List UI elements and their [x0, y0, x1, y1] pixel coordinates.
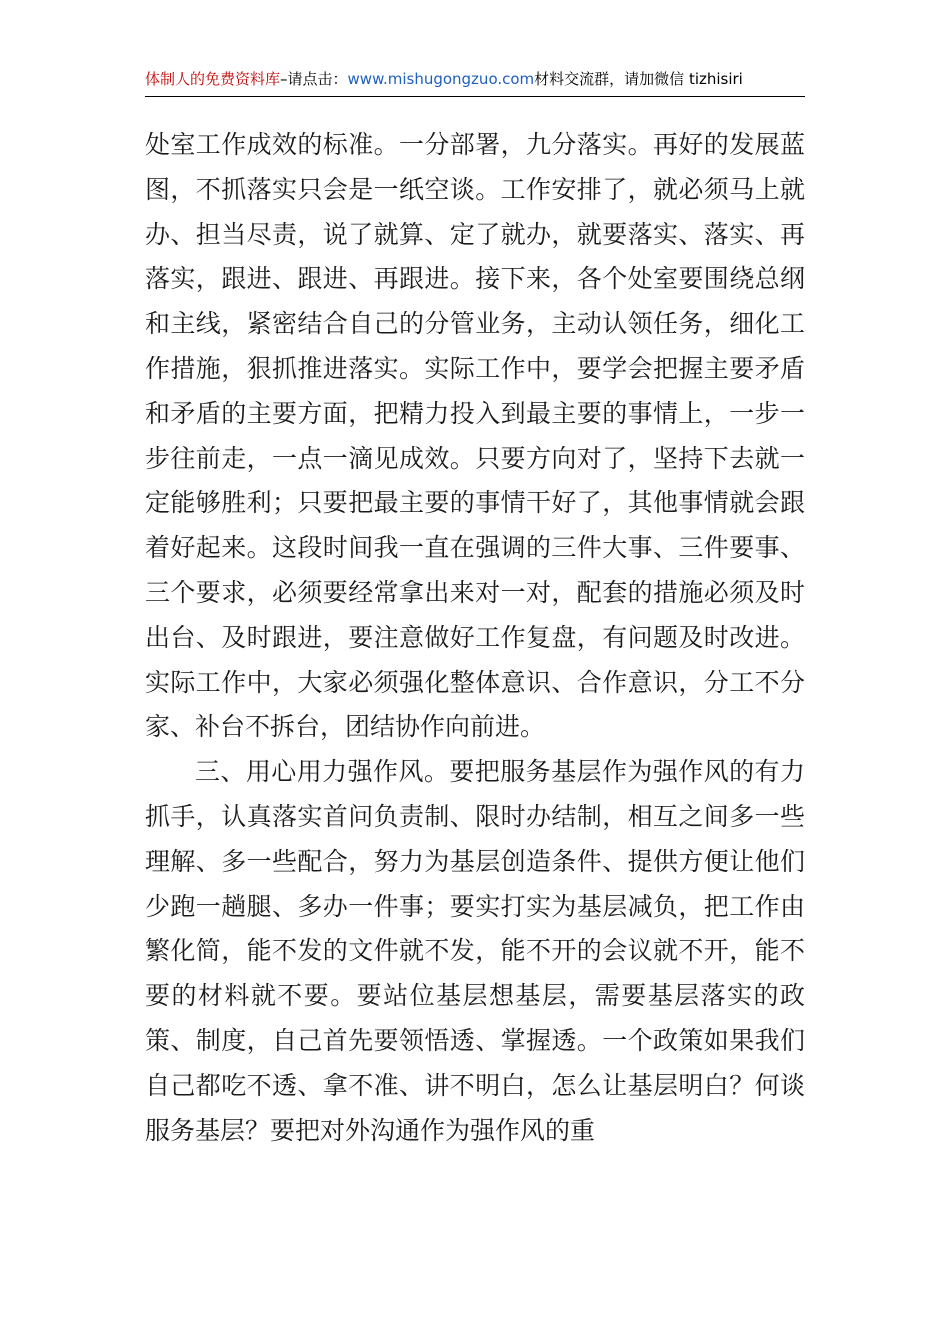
- header-contact: 材料交流群，请加微信 tizhisiri: [534, 70, 743, 88]
- header-brand: 体制人的免费资料库: [145, 70, 281, 88]
- paragraph-continuation: 处室工作成效的标准。一分部署，九分落实。再好的发展蓝图，不抓落实只会是一纸空谈。工作安排了，就必须马上就办、担当尽责，说了就算、定了就办，就要落实、落实、再落实，跟进、跟进、再跟进。接下来，各个处室要围绕总纲和主线，紧密结合自己的分管业务，主动认领任务，细化工作措施，狠抓推进落实。实际工作中，要学会把握主要矛盾和矛盾的主要方面，把精力投入到最主要的事情上，一步一步往前走，一点一滴见成效。只要方向对了，坚持下去就一定能够胜利；只要把最主要的事情干好了，其他事情就会跟着好起来。这段时间我一直在强调的三件大事、三件要事、三个要求，必须要经常拿出来对一对，配套的措施必须及时出台、及时跟进，要注意做好工作复盘，有问题及时改进。实际工作中，大家必须强化整体意识、合作意识，分工不分家、补台不拆台，团结协作向前进。: [145, 130, 805, 742]
- header-link[interactable]: www.mishugongzuo.com: [347, 70, 535, 88]
- paragraph-section-three: 三、用心用力强作风。要把服务基层作为强作风的有力抓手，认真落实首问负责制、限时办结制，相互之间多一些理解、多一些配合，努力为基层创造条件、提供方便让他们少跑一趟腿、多办一件事；要实打实为基层减负，把工作由繁化简，能不发的文件就不发，能不开的会议就不开，能不要的材料就不要。要站位基层想基层，需要基层落实的政策、制度，自己首先要领悟透、掌握透。一个政策如果我们自己都吃不透、拿不准、讲不明白，怎么让基层明白？何谈服务基层？要把对外沟通作为强作风的重: [145, 757, 805, 1145]
- page-header: [145, 66, 805, 97]
- document-body: [145, 123, 805, 1153]
- header-prompt: –请点击：: [280, 70, 348, 88]
